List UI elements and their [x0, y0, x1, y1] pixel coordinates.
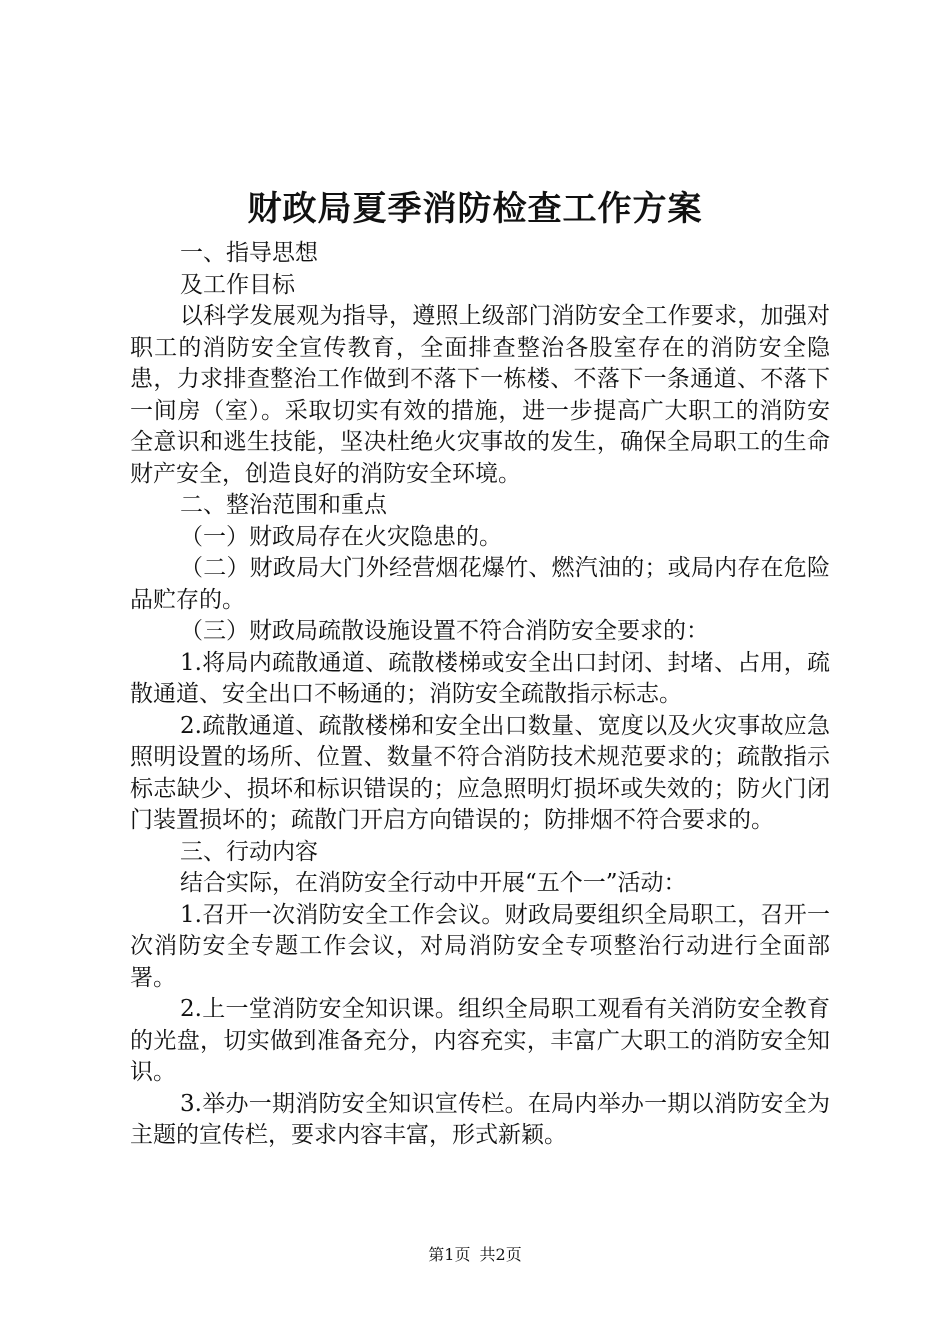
list-item-scope-3: （三）财政局疏散设施设置不符合消防安全要求的：	[180, 618, 709, 644]
paragraph-guiding-content: 以科学发展观为指导，遵照上级部门消防安全工作要求，加强对职工的消防安全宣传教育，全面排查整治各股室存在的消防安全隐患，力求排查整治工作做到不落下一栋楼、不落下一条通道、不落下一间房（室）。采取切实有效的措施，进一步提高广大职工的消防安全意识和逃生技能，坚决杜绝火灾事故的发生，确保全局职工的生命财产安全，创造良好的消防安全环境。	[130, 303, 830, 487]
section-heading-actions: 三、行动内容	[180, 838, 318, 865]
list-item-action-1: 1.召开一次消防安全工作会议。财政局要组织全局职工，召开一次消防安全专题工作会议，对局消防安全专项整治行动进行全面部署。	[130, 901, 830, 991]
page-number: 第1页	[428, 1245, 471, 1264]
document-body	[130, 238, 830, 1152]
paragraph-actions-intro: 结合实际，在消防安全行动中开展“五个一”活动：	[180, 870, 687, 896]
list-item-scope-2: （二）财政局大门外经营烟花爆竹、燃汽油的；或局内存在危险品贮存的。	[130, 555, 830, 613]
page-footer	[0, 1245, 950, 1265]
section-heading-guiding-thought: 一、指导思想	[180, 240, 318, 266]
list-item-scope-1: （一）财政局存在火灾隐患的。	[180, 523, 502, 550]
section-heading-scope: 二、整治范围和重点	[180, 492, 387, 518]
section-heading-work-goals: 及工作目标	[180, 271, 295, 298]
document-title: 财政局夏季消防检查工作方案	[247, 189, 703, 229]
list-item-evacuation-1: 1.将局内疏散通道、疏散楼梯或安全出口封闭、封堵、占用，疏散通道、安全出口不畅通的；消防安全疏散指示标志。	[130, 649, 830, 707]
list-item-action-2: 2.上一堂消防安全知识课。组织全局职工观看有关消防安全教育的光盘，切实做到准备充分，内容充实，丰富广大职工的消防安全知识。	[130, 996, 830, 1085]
page-total: 共2页	[479, 1245, 522, 1264]
list-item-action-3: 3.举办一期消防安全知识宣传栏。在局内举办一期以消防安全为主题的宣传栏，要求内容丰富，形式新颖。	[130, 1090, 830, 1148]
list-item-evacuation-2: 2.疏散通道、疏散楼梯和安全出口数量、宽度以及火灾事故应急照明设置的场所、位置、数量不符合消防技术规范要求的；疏散指示标志缺少、损坏和标识错误的；应急照明灯损坏或失效的；防火门闭门装置损坏的；疏散门开启方向错误的；防排烟不符合要求的。	[130, 712, 830, 833]
